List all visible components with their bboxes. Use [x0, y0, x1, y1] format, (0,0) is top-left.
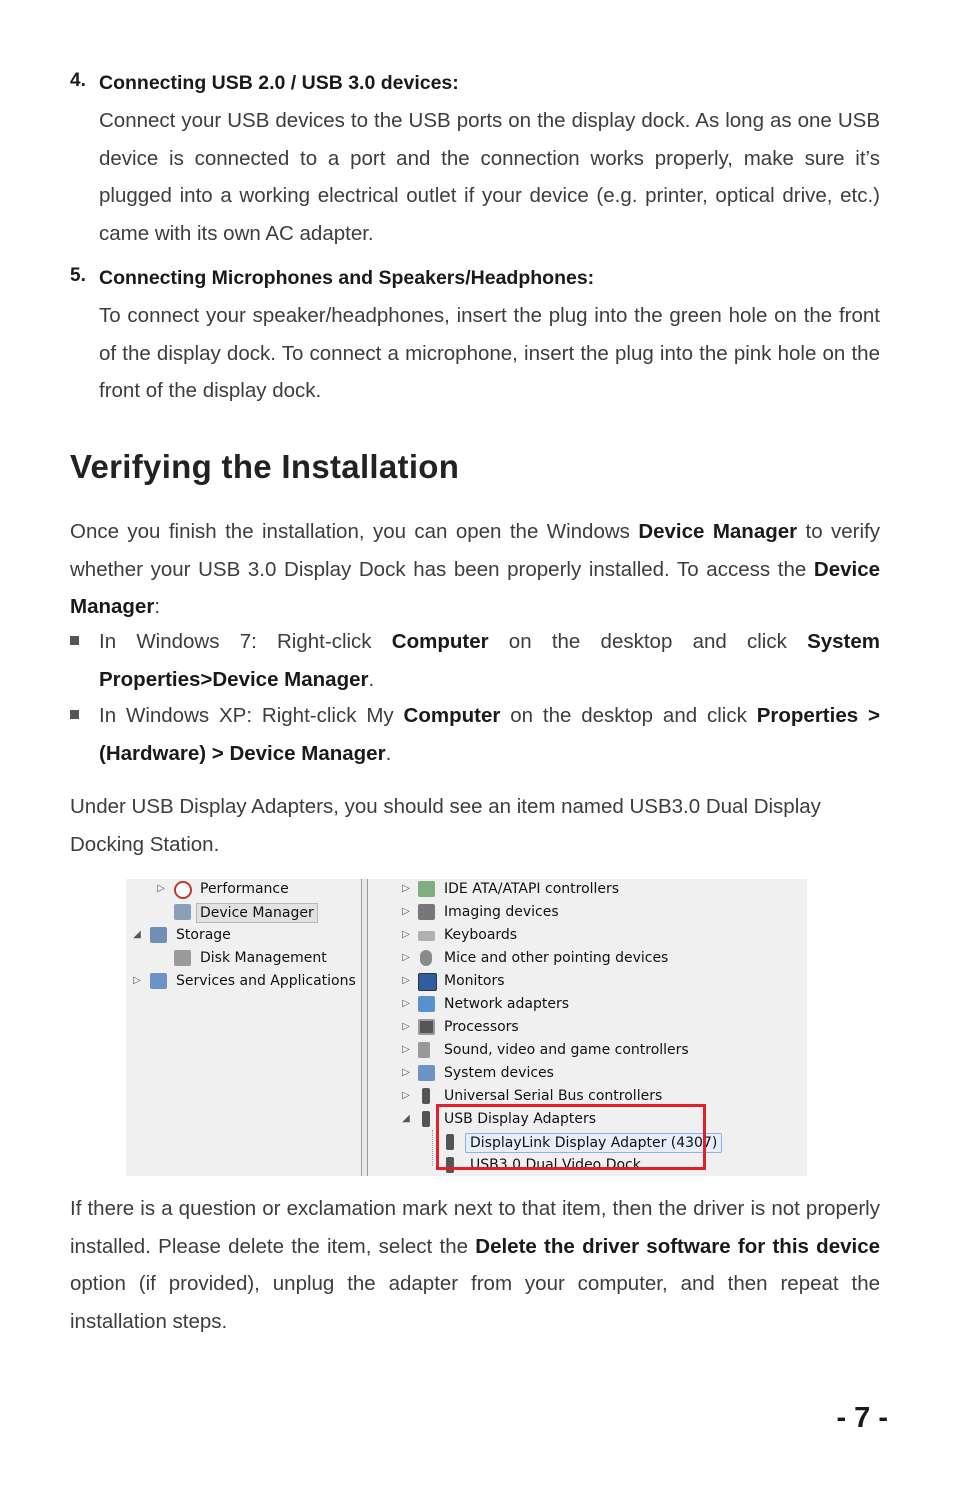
bullet-windows-7: [70, 623, 880, 698]
collapse-arrow-icon[interactable]: ◢: [133, 929, 141, 940]
network-icon: [418, 996, 435, 1012]
intro-text-3: :: [154, 595, 161, 618]
bullet-text-2: on the desktop and click: [488, 630, 808, 653]
expand-arrow-icon[interactable]: ▷: [157, 883, 165, 894]
usb-icon: [422, 1111, 430, 1127]
tree-label: Storage: [176, 927, 231, 943]
bullet-text-3: .: [385, 741, 392, 765]
intro-paragraph: [70, 513, 880, 626]
closing-bold-1: Delete the driver software for this device: [475, 1234, 880, 1258]
bullet-text-3: .: [368, 667, 375, 691]
tree-label: Disk Management: [200, 950, 327, 966]
services-icon: [150, 973, 167, 989]
tree-label: Services and Applications: [176, 973, 356, 989]
device-manager-screenshot: [126, 879, 807, 1176]
bullet-bold-1: Computer: [403, 704, 501, 727]
bullet-bold-2: Properties > (Hardware) > Device Manager: [99, 704, 880, 765]
tree-label: Universal Serial Bus controllers: [444, 1088, 663, 1104]
step-heading: Connecting Microphones and Speakers/Headphones:: [99, 267, 595, 289]
expand-arrow-icon[interactable]: ▷: [402, 883, 410, 894]
disk-icon: [174, 950, 191, 966]
tree-label: Mice and other pointing devices: [444, 950, 669, 966]
speaker-icon: [418, 1042, 430, 1058]
bullet-square-icon: [70, 636, 79, 645]
step-body: Connect your USB devices to the USB ports on the display dock. As long as one USB device is connected to a port and the connection works properly, make sure it’s plugged into a working electrical outlet if your device (e.g. printer, optical drive, etc.) came with its own AC adapter.: [99, 109, 880, 245]
tree-label: USB3.0 Dual Video Dock: [470, 1157, 641, 1173]
performance-icon: [174, 881, 192, 899]
page-number: - 7 -: [836, 1402, 888, 1434]
tree-connector: [432, 1130, 433, 1166]
closing-text-1: If there is a question or exclamation mark next to that item, then the driver is not properly installed. Please delete the item, select the: [70, 1197, 880, 1258]
tree-label: Keyboards: [444, 927, 518, 943]
under-usb-paragraph: Under USB Display Adapters, you should see an item named USB3.0 Dual Display Docking Station.: [70, 795, 821, 856]
tree-label: IDE ATA/ATAPI controllers: [444, 881, 620, 897]
intro-bold-1: Device Manager: [638, 520, 798, 543]
expand-arrow-icon[interactable]: ▷: [402, 998, 410, 1009]
mouse-icon: [420, 950, 432, 966]
bullet-text: [99, 697, 880, 772]
tree-label: Device Manager: [196, 903, 318, 923]
bullet-text-2: on the desktop and click: [500, 704, 757, 727]
closing-text-2: option (if provided), unplug the adapter from your computer, and then repeat the installation steps.: [70, 1272, 880, 1333]
ide-controller-icon: [418, 881, 435, 897]
system-icon: [418, 1065, 435, 1081]
expand-arrow-icon[interactable]: ▷: [402, 975, 410, 986]
tree-label: System devices: [444, 1065, 554, 1081]
bullet-square-icon: [70, 710, 79, 719]
intro-text-1: Once you finish the installation, you can open the Windows: [70, 520, 639, 543]
bullet-text: [99, 623, 880, 698]
tree-label: USB Display Adapters: [444, 1111, 597, 1127]
section-title: Verifying the Installation: [70, 448, 460, 485]
step-usb-devices: [70, 70, 880, 252]
step-body: To connect your speaker/headphones, insert the plug into the green hole on the front of the display dock. To connect a microphone, insert the plug into the pink hole on the front of the display dock.: [99, 304, 880, 402]
highlight-box: [436, 1104, 706, 1170]
step-heading: Connecting USB 2.0 / USB 3.0 devices:: [99, 72, 459, 94]
intro-bold-2: Device Manager: [70, 557, 880, 618]
tree-label: Monitors: [444, 973, 505, 989]
processor-icon: [418, 1019, 435, 1035]
monitor-icon: [418, 973, 437, 991]
bullet-windows-xp: [70, 697, 880, 772]
step-number: 4.: [70, 70, 86, 91]
pane-divider[interactable]: [361, 879, 368, 1176]
step-audio: [70, 265, 880, 410]
expand-arrow-icon[interactable]: ▷: [402, 929, 410, 940]
usb-icon: [422, 1088, 430, 1104]
bullet-text-1: In Windows XP: Right-click My: [99, 704, 404, 727]
tree-label: Imaging devices: [444, 904, 559, 920]
expand-arrow-icon[interactable]: ▷: [402, 1090, 410, 1101]
tree-label: DisplayLink Display Adapter (4307): [465, 1133, 722, 1153]
collapse-arrow-icon[interactable]: ◢: [402, 1113, 410, 1124]
expand-arrow-icon[interactable]: ▷: [402, 952, 410, 963]
closing-paragraph: [70, 1190, 880, 1340]
bullet-bold-1: Computer: [391, 630, 489, 653]
device-manager-icon: [174, 904, 191, 920]
step-number: 5.: [70, 265, 86, 286]
storage-icon: [150, 927, 167, 943]
tree-label: Performance: [200, 881, 289, 897]
expand-arrow-icon[interactable]: ▷: [402, 906, 410, 917]
expand-arrow-icon[interactable]: ▷: [402, 1044, 410, 1055]
tree-label: Sound, video and game controllers: [444, 1042, 689, 1058]
expand-arrow-icon[interactable]: ▷: [402, 1067, 410, 1078]
camera-icon: [418, 904, 435, 920]
intro-text-2: to verify whether your USB 3.0 Display Dock has been properly installed. To access the: [70, 520, 880, 581]
bullet-bold-2: System Properties>Device Manager: [99, 630, 880, 691]
tree-label: Network adapters: [444, 996, 569, 1012]
expand-arrow-icon[interactable]: ▷: [133, 975, 141, 986]
keyboard-icon: [418, 931, 435, 941]
tree-label: Processors: [444, 1019, 519, 1035]
bullet-text-1: In Windows 7: Right-click: [99, 630, 392, 653]
expand-arrow-icon[interactable]: ▷: [402, 1021, 410, 1032]
